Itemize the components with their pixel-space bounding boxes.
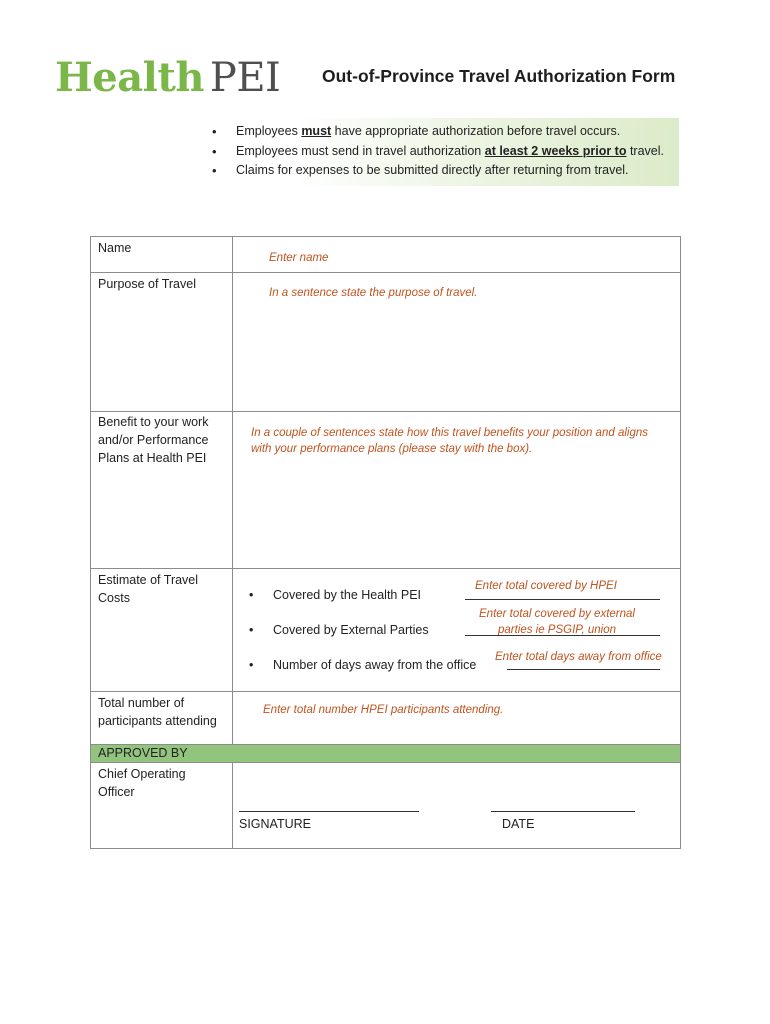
participants-field[interactable] <box>233 692 681 745</box>
purpose-placeholder: In a sentence state the purpose of travel. <box>269 287 478 299</box>
signature-line[interactable] <box>239 811 419 812</box>
covered-external-label: • Covered by External Parties <box>273 623 429 637</box>
covered-hpei-input[interactable] <box>465 599 660 600</box>
estimate-label: Estimate of Travel Costs <box>91 569 233 692</box>
name-field[interactable] <box>233 237 681 273</box>
date-label: DATE <box>502 817 535 831</box>
benefit-label: Benefit to your work and/or Performance Plans at Health PEI <box>91 412 233 569</box>
benefit-placeholder: In a couple of sentences state how this travel benefits your position and aligns with your performance plans (please stay with the box). <box>251 427 648 455</box>
signature-label: SIGNATURE <box>239 817 311 831</box>
form-title: Out-of-Province Travel Authorization Form <box>322 66 676 86</box>
name-label: Name <box>91 237 233 273</box>
travel-authorization-table <box>90 236 681 849</box>
days-away-input[interactable] <box>507 669 660 670</box>
date-line[interactable] <box>491 811 635 812</box>
signature-area <box>233 763 681 849</box>
days-away-label: • Number of days away from the office <box>273 658 476 672</box>
notice-item-timing: • Employees must send in travel authorization at least 2 weeks prior to travel. <box>198 142 679 162</box>
benefit-field[interactable] <box>233 412 681 569</box>
logo-pei-text: PEI <box>209 55 281 101</box>
covered-hpei-label: • Covered by the Health PEI <box>273 588 421 602</box>
days-away-placeholder: Enter total days away from office <box>495 651 662 663</box>
covered-hpei-placeholder: Enter total covered by HPEI <box>475 580 617 592</box>
coo-label: Chief Operating Officer <box>91 763 233 849</box>
purpose-label: Purpose of Travel <box>91 273 233 412</box>
notice-item-authorization: • Employees must have appropriate authorization before travel occurs. <box>198 122 679 142</box>
participants-placeholder: Enter total number HPEI participants attending. <box>263 704 504 716</box>
approved-by-header: APPROVED BY <box>91 745 681 763</box>
health-pei-logo <box>55 52 280 103</box>
covered-external-placeholder: Enter total covered by external parties ie PSGIP, union <box>479 608 635 636</box>
name-placeholder: Enter name <box>269 252 329 264</box>
purpose-field[interactable] <box>233 273 681 412</box>
estimate-field <box>233 569 681 692</box>
notice-box <box>198 118 679 186</box>
notice-item-claims: • Claims for expenses to be submitted directly after returning from travel. <box>198 161 679 181</box>
logo-health-text: Health <box>55 54 204 101</box>
participants-label: Total number of participants attending <box>91 692 233 745</box>
covered-external-input[interactable] <box>465 635 660 636</box>
